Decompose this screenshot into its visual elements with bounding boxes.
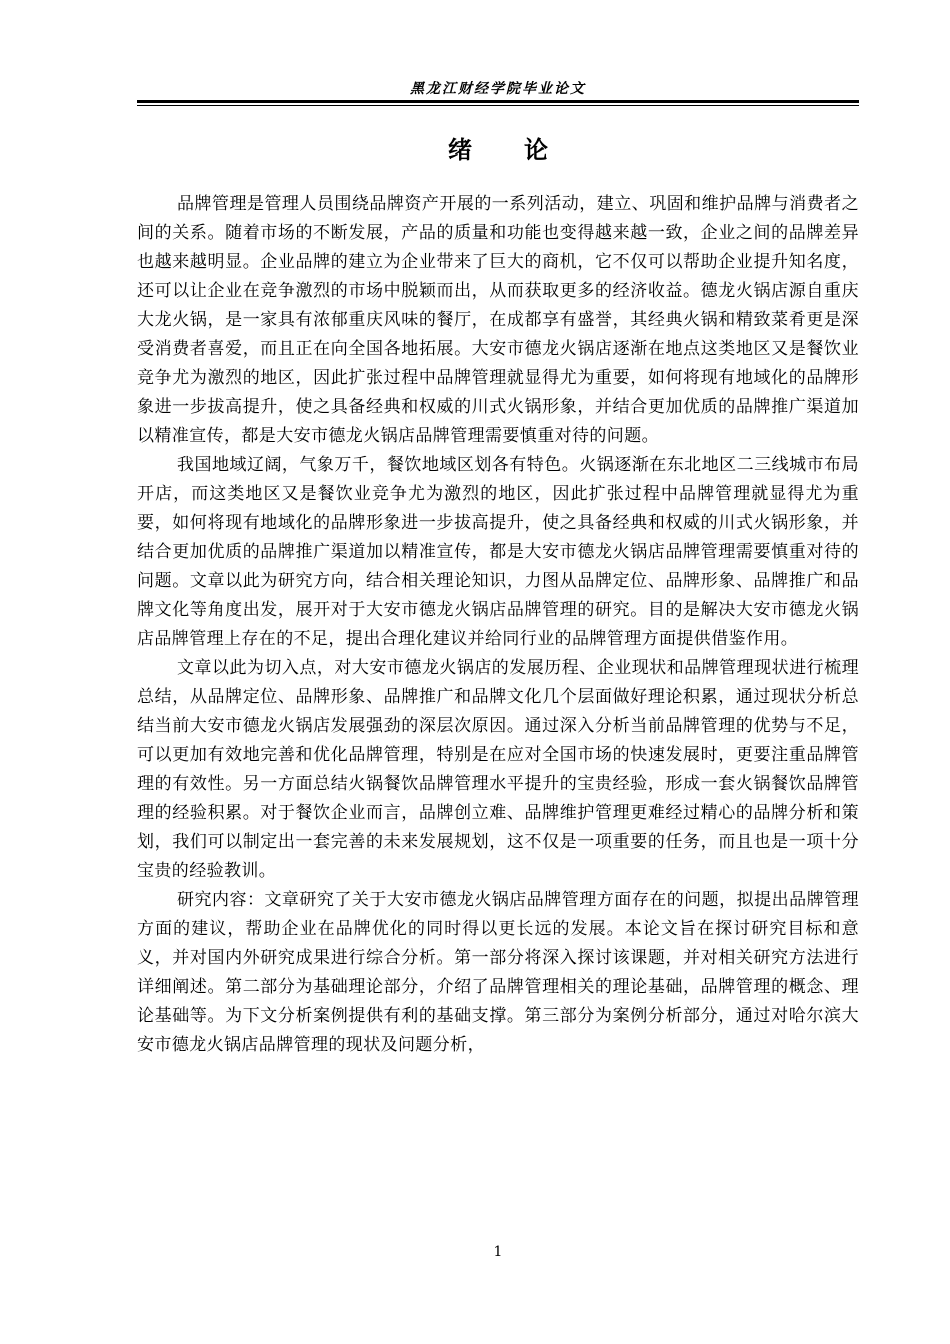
body-text [137,190,859,1060]
paragraph-1: 品牌管理是管理人员围绕品牌资产开展的一系列活动，建立、巩固和维护品牌与消费者之间的关系。随着市场的不断发展，产品的质量和功能也变得越来越一致，企业之间的品牌差异也越来越明显。企业品牌的建立为企业带来了巨大的商机，它不仅可以帮助企业提升知名度，还可以让企业在竞争激烈的市场中脱颖而出，从而获取更多的经济收益。德龙火锅店源自重庆大龙火锅，是一家具有浓郁重庆风味的餐厅，在成都享有盛誉，其经典火锅和精致菜肴更是深受消费者喜爱，而且正在向全国各地拓展。大安市德龙火锅店逐渐在地点这类地区又是餐饮业竞争尤为激烈的地区，因此扩张过程中品牌管理就显得尤为重要，如何将现有地域化的品牌形象进一步拔高提升，使之具备经典和权威的川式火锅形象，并结合更加优质的品牌推广渠道加以精准宣传，都是大安市德龙火锅店品牌管理需要慎重对待的问题。 [137,194,859,446]
chapter-title-part1: 绪 [448,136,472,164]
header-rule-thin [137,105,859,106]
header-rule-thick [137,100,859,103]
running-header: 黑龙江财经学院毕业论文 [410,81,586,97]
paragraph-3: 文章以此为切入点，对大安市德龙火锅店的发展历程、企业现状和品牌管理现状进行梳理总结，从品牌定位、品牌形象、品牌推广和品牌文化几个层面做好理论积累，通过现状分析总结当前大安市德龙火锅店发展强劲的深层次原因。通过深入分析当前品牌管理的优势与不足，可以更加有效地完善和优化品牌管理，特别是在应对全国市场的快速发展时，更要注重品牌管理的有效性。另一方面总结火锅餐饮品牌管理水平提升的宝贵经验，形成一套火锅餐饮品牌管理的经验积累。对于餐饮企业而言，品牌创立难、品牌维护管理更难经过精心的品牌分析和策划，我们可以制定出一套完善的未来发展规划，这不仅是一项重要的任务，而且也是一项十分宝贵的经验教训。 [137,658,859,881]
paragraph-2: 我国地域辽阔，气象万千，餐饮地域区划各有特色。火锅逐渐在东北地区二三线城市布局开店，而这类地区又是餐饮业竞争尤为激烈的地区，因此扩张过程中品牌管理就显得尤为重要，如何将现有地域化的品牌形象进一步拔高提升，使之具备经典和权威的川式火锅形象，并结合更加优质的品牌推广渠道加以精准宣传，都是大安市德龙火锅店品牌管理需要慎重对待的问题。文章以此为研究方向，结合相关理论知识，力图从品牌定位、品牌形象、品牌推广和品牌文化等角度出发，展开对于大安市德龙火锅店品牌管理的研究。目的是解决大安市德龙火锅店品牌管理上存在的不足，提出合理化建议并给同行业的品牌管理方面提供借鉴作用。 [137,455,859,649]
chapter-title-part2: 论 [524,136,548,164]
page-number: 1 [493,1244,503,1260]
chapter-title [137,134,859,166]
paragraph-4: 研究内容：文章研究了关于大安市德龙火锅店品牌管理方面存在的问题，拟提出品牌管理方面的建议，帮助企业在品牌优化的同时得以更长远的发展。本论文旨在探讨研究目标和意义，并对国内外研究成果进行综合分析。第一部分将深入探讨该课题，并对相关研究方法进行详细阐述。第二部分为基础理论部分，介绍了品牌管理相关的理论基础，品牌管理的概念、理论基础等。为下文分析案例提供有利的基础支撑。第三部分为案例分析部分，通过对哈尔滨大安市德龙火锅店品牌管理的现状及问题分析， [137,890,859,1055]
